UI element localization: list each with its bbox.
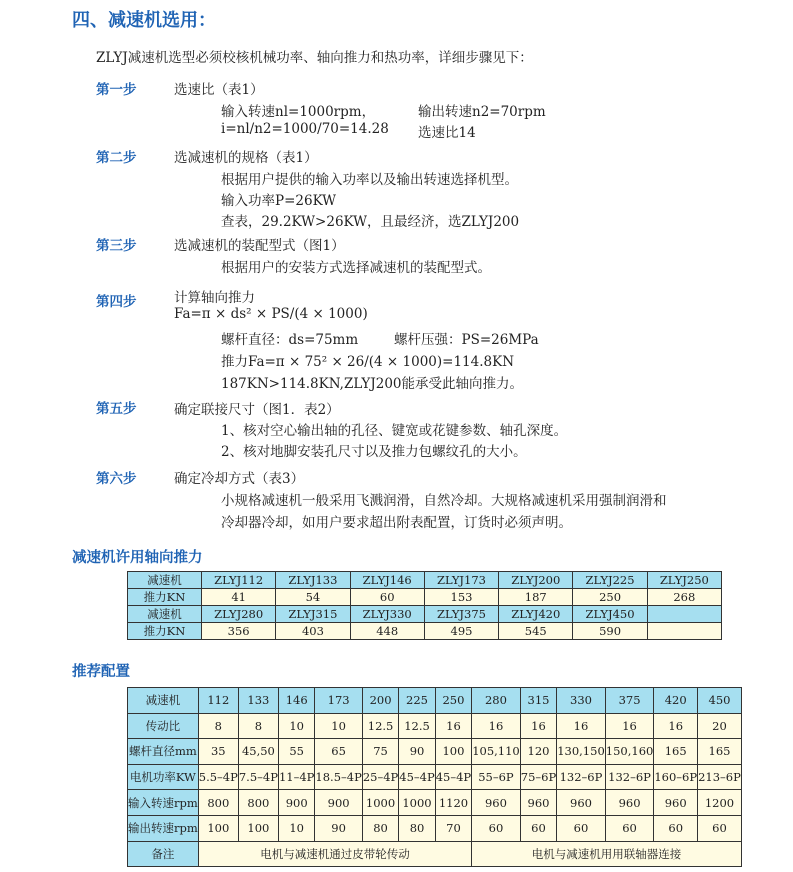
step-3-title: 选减速机的装配型式（图1） [174, 238, 345, 254]
step-4-label: 第四步 [96, 294, 137, 310]
config-row [128, 764, 742, 790]
step-1-line-2b: 选速比14 [418, 125, 476, 141]
row-label: 输入转速rpm [128, 790, 199, 816]
step-6-title: 确定冷却方式（表3） [174, 471, 305, 487]
cell: 960 [605, 790, 654, 816]
cell: 105,110 [472, 739, 521, 765]
cell: 12.5 [362, 713, 398, 739]
config-row [128, 688, 742, 714]
step-1-line-2a: i=nl/n2=1000/70=14.28 [221, 121, 389, 137]
step-2-label: 第二步 [96, 150, 137, 166]
cell: 16 [520, 713, 556, 739]
cell: 41 [202, 589, 276, 606]
cell: ZLYJ250 [647, 572, 721, 589]
cell: 165 [698, 739, 742, 765]
step-1-line-1b: 输出转速n2=70rpm [418, 104, 546, 120]
row-label: 传动比 [128, 713, 199, 739]
cell: 60 [472, 815, 521, 841]
cell: 280 [472, 688, 521, 714]
cell: 54 [276, 589, 350, 606]
step-2-line-2: 输入功率P=26KW [221, 193, 337, 209]
cell: 146 [278, 688, 314, 714]
cell: ZLYJ133 [276, 572, 350, 589]
cell: 960 [520, 790, 556, 816]
cell: 450 [698, 688, 742, 714]
row-label: 减速机 [128, 688, 199, 714]
cell: 60 [654, 815, 698, 841]
cell: 590 [573, 623, 647, 640]
step-4-title: 计算轴向推力 [174, 290, 255, 306]
cell: 160–6P [654, 764, 698, 790]
cell: 16 [605, 713, 654, 739]
cell: 1120 [435, 790, 471, 816]
cell: 60 [698, 815, 742, 841]
step-4-line-2: 推力Fa=π × 75² × 26/(4 × 1000)=114.8KN [221, 354, 515, 370]
cell: 18.5–4P [315, 764, 362, 790]
thrust-table-title: 减速机许用轴向推力 [72, 550, 203, 566]
cell: 20 [698, 713, 742, 739]
step-1-title: 选速比（表1） [174, 82, 264, 98]
step-1-label: 第一步 [96, 82, 137, 98]
row-label: 推力KN [128, 623, 202, 640]
cell: ZLYJ146 [350, 572, 424, 589]
cell: 150,160 [605, 739, 654, 765]
note-coupling-drive: 电机与减速机用用联轴器连接 [472, 841, 742, 867]
cell: 120 [520, 739, 556, 765]
cell: 960 [557, 790, 606, 816]
cell: 1000 [399, 790, 435, 816]
step-3-line-1: 根据用户的安装方式选择减速机的装配型式。 [221, 260, 491, 276]
cell: ZLYJ112 [202, 572, 276, 589]
cell: 35 [198, 739, 238, 765]
cell: ZLYJ450 [573, 606, 647, 623]
cell: 45–4P [399, 764, 435, 790]
step-2-line-3: 查表，29.2KW>26KW，且最经济，选ZLYJ200 [221, 214, 520, 230]
cell: ZLYJ420 [499, 606, 573, 623]
cell: 10 [278, 815, 314, 841]
cell: 187 [499, 589, 573, 606]
cell: 225 [399, 688, 435, 714]
config-row [128, 815, 742, 841]
cell: 800 [238, 790, 278, 816]
config-table-title: 推荐配置 [72, 664, 130, 680]
step-6-label: 第六步 [96, 471, 137, 487]
cell: 70 [435, 815, 471, 841]
cell: 16 [557, 713, 606, 739]
row-label: 螺杆直径mm [128, 739, 199, 765]
cell: 8 [198, 713, 238, 739]
cell: 960 [472, 790, 521, 816]
cell: 250 [435, 688, 471, 714]
step-5-line-1: 1、核对空心输出轴的孔径、键宽或花键参数、轴孔深度。 [221, 423, 568, 439]
row-label: 减速机 [128, 572, 202, 589]
step-6-line-2: 冷却器冷却，如用户要求超出附表配置，订货时必须声明。 [221, 515, 572, 531]
cell: 16 [654, 713, 698, 739]
cell: 213–6P [698, 764, 742, 790]
cell: 200 [362, 688, 398, 714]
cell: 100 [238, 815, 278, 841]
config-table [127, 687, 742, 867]
cell: 16 [472, 713, 521, 739]
thrust-row-force-1 [128, 589, 722, 606]
config-row [128, 739, 742, 765]
cell: 16 [435, 713, 471, 739]
cell: 60 [520, 815, 556, 841]
cell: 448 [350, 623, 424, 640]
cell: 315 [520, 688, 556, 714]
cell: 112 [198, 688, 238, 714]
cell: 100 [435, 739, 471, 765]
step-4-line-1a: 螺杆直径：ds=75mm [221, 332, 359, 348]
cell: 60 [557, 815, 606, 841]
cell: 375 [605, 688, 654, 714]
cell: 75 [362, 739, 398, 765]
cell: 12.5 [399, 713, 435, 739]
thrust-row-force-2 [128, 623, 722, 640]
cell: 8 [238, 713, 278, 739]
cell: 900 [315, 790, 362, 816]
step-5-title: 确定联接尺寸（图1．表2） [174, 402, 340, 418]
cell: 25–4P [362, 764, 398, 790]
cell: 90 [315, 815, 362, 841]
step-3-label: 第三步 [96, 238, 137, 254]
cell: 900 [278, 790, 314, 816]
cell: 420 [654, 688, 698, 714]
cell: 132–6P [605, 764, 654, 790]
cell: 11–4P [278, 764, 314, 790]
cell: ZLYJ375 [424, 606, 498, 623]
cell: 133 [238, 688, 278, 714]
step-4-formula: Fa=π × ds² × PS/(4 × 1000) [174, 306, 368, 322]
row-label: 备注 [128, 841, 199, 867]
cell: 60 [605, 815, 654, 841]
step-6-line-1: 小规格减速机一般采用飞溅润滑，自然冷却。大规格减速机采用强制润滑和 [221, 493, 667, 509]
cell: 173 [315, 688, 362, 714]
cell: 268 [647, 589, 721, 606]
row-label: 输出转速rpm [128, 815, 199, 841]
cell: 330 [557, 688, 606, 714]
cell: ZLYJ315 [276, 606, 350, 623]
step-4-line-1b: 螺杆压强：PS=26MPa [394, 332, 539, 348]
cell: ZLYJ330 [350, 606, 424, 623]
thrust-row-model-2 [128, 606, 722, 623]
step-5-label: 第五步 [96, 401, 137, 417]
cell: 800 [198, 790, 238, 816]
cell: 153 [424, 589, 498, 606]
cell: 55 [278, 739, 314, 765]
cell: 132–6P [557, 764, 606, 790]
cell: 10 [278, 713, 314, 739]
page-title: 四、减速机选用： [72, 10, 216, 31]
intro-text: ZLYJ减速机选型必须校核机械功率、轴向推力和热功率，详细步骤见下： [96, 50, 533, 66]
cell: 65 [315, 739, 362, 765]
cell: 960 [654, 790, 698, 816]
cell: 45,50 [238, 739, 278, 765]
cell: ZLYJ173 [424, 572, 498, 589]
config-row [128, 713, 742, 739]
step-4-line-3: 187KN>114.8KN,ZLYJ200能承受此轴向推力。 [221, 376, 524, 392]
note-belt-drive: 电机与减速机通过皮带轮传动 [198, 841, 471, 867]
row-label: 电机功率KW [128, 764, 199, 790]
cell: 5.5–4P [198, 764, 238, 790]
step-2-title: 选减速机的规格（表1） [174, 150, 318, 166]
cell: 75–6P [520, 764, 556, 790]
cell [647, 606, 721, 623]
step-1-line-1a: 输入转速nl=1000rpm， [221, 104, 376, 120]
cell: 100 [198, 815, 238, 841]
cell: ZLYJ225 [573, 572, 647, 589]
cell: 10 [315, 713, 362, 739]
config-row-note [128, 841, 742, 867]
cell: 7.5–4P [238, 764, 278, 790]
cell: 1200 [698, 790, 742, 816]
cell: 1000 [362, 790, 398, 816]
row-label: 减速机 [128, 606, 202, 623]
cell: 55–6P [472, 764, 521, 790]
cell: 403 [276, 623, 350, 640]
cell: 250 [573, 589, 647, 606]
cell: 80 [362, 815, 398, 841]
cell: ZLYJ200 [499, 572, 573, 589]
cell: 45–4P [435, 764, 471, 790]
step-5-line-2: 2、核对地脚安装孔尺寸以及推力包螺纹孔的大小。 [221, 444, 527, 460]
thrust-row-model-1 [128, 572, 722, 589]
cell: 60 [350, 589, 424, 606]
thrust-table [127, 571, 722, 640]
cell: 90 [399, 739, 435, 765]
cell: ZLYJ280 [202, 606, 276, 623]
row-label: 推力KN [128, 589, 202, 606]
config-row [128, 790, 742, 816]
cell: 165 [654, 739, 698, 765]
step-2-line-1: 根据用户提供的输入功率以及输出转速选择机型。 [221, 172, 518, 188]
cell: 80 [399, 815, 435, 841]
cell: 545 [499, 623, 573, 640]
cell: 495 [424, 623, 498, 640]
cell: 130,150 [557, 739, 606, 765]
cell [647, 623, 721, 640]
cell: 356 [202, 623, 276, 640]
